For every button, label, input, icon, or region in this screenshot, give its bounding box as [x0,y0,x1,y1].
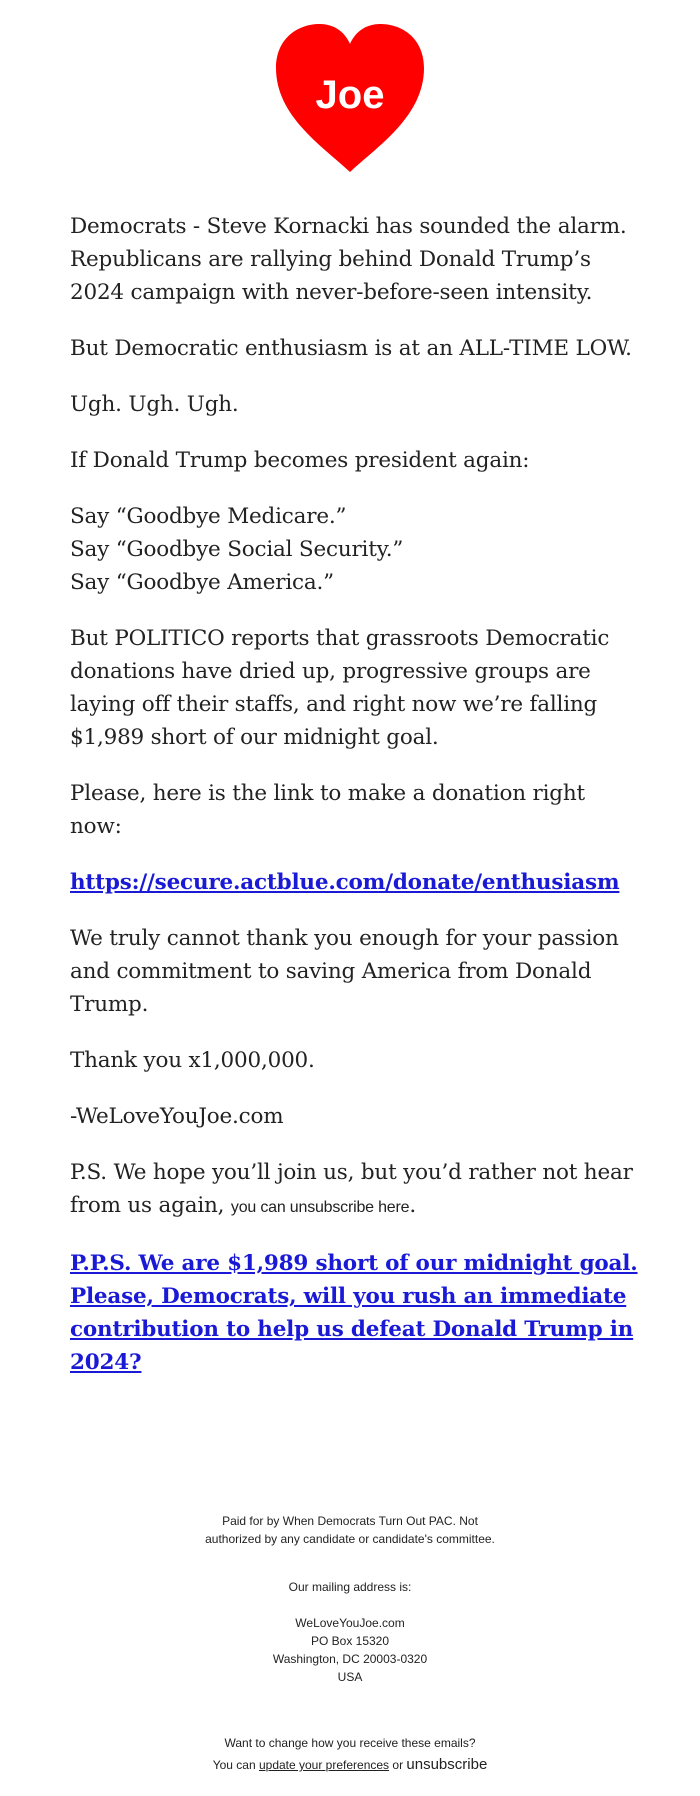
address-line-1: WeLoveYouJoe.com [295,1616,405,1630]
address-line-2: PO Box 15320 [310,1634,390,1648]
goodbye-list [70,500,642,599]
change-question: Want to change how you receive these emails? [224,1736,476,1750]
donate-link[interactable]: https://secure.actblue.com/donate/enthusiasm [70,870,620,895]
mailing-address [0,1614,700,1686]
goodbye-america: Say “Goodbye America.” [70,570,334,595]
ps-paragraph [70,1156,642,1224]
donate-link-paragraph [70,866,642,899]
paid-line-2: authorized by any candidate or candidate's committee. [205,1532,495,1546]
intro-paragraph: Democrats - Steve Kornacki has sounded the alarm. Republicans are rallying behind Donald Trump’s 2024 campaign with never-before-seen intensity. [70,214,627,305]
pps-paragraph [70,1247,642,1379]
ps-period: . [409,1193,416,1218]
goodbye-social-security: Say “Goodbye Social Security.” [70,537,404,562]
mailing-label: Our mailing address is: [288,1580,412,1594]
footer-unsubscribe-link[interactable]: unsubscribe [406,1756,488,1773]
logo-text: Joe [315,73,385,117]
ps-text: P.S. We hope you’ll join us, but you’d rather not hear from us again, [70,1160,633,1218]
preferences-line [0,1756,700,1774]
enthusiasm-paragraph: But Democratic enthusiasm is at an ALL-TIME LOW. [70,336,632,361]
please-paragraph: Please, here is the link to make a donation right now: [70,781,585,839]
signature: -WeLoveYouJoe.com [70,1104,284,1129]
politico-paragraph: But POLITICO reports that grassroots Democratic donations have dried up, progressive groups are laying off their staffs, and right now we’re falling $1,989 short of our midnight goal. [70,626,610,750]
address-line-3: Washington, DC 20003-0320 [272,1652,428,1666]
paid-for-disclaimer [0,1512,700,1548]
paid-line-1: Paid for by When Democrats Turn Out PAC. Not [222,1514,478,1528]
preferences-section [0,1734,700,1774]
ugh-paragraph: Ugh. Ugh. Ugh. [70,392,239,417]
email-body [70,210,642,1402]
update-preferences-link[interactable]: update your preferences [258,1758,390,1772]
heart-icon [270,22,430,176]
thank-passion-paragraph: We truly cannot thank you enough for your passion and commitment to saving America from Donald Trump. [70,926,619,1017]
if-trump-paragraph: If Donald Trump becomes president again: [70,448,530,473]
or-text: or [389,1758,407,1772]
goodbye-medicare: Say “Goodbye Medicare.” [70,504,347,529]
pps-donate-link[interactable]: P.P.S. We are $1,989 short of our midnight goal. Please, Democrats, will you rush an immediate contribution to help us defeat Donald Trump in 2024? [70,1251,638,1375]
you-can-text: You can [212,1758,259,1772]
address-line-4: USA [337,1670,363,1684]
ps-unsubscribe-link[interactable]: you can unsubscribe here [230,1199,410,1216]
joe-heart-logo [270,22,430,176]
thank-million-paragraph: Thank you x1,000,000. [70,1048,315,1073]
